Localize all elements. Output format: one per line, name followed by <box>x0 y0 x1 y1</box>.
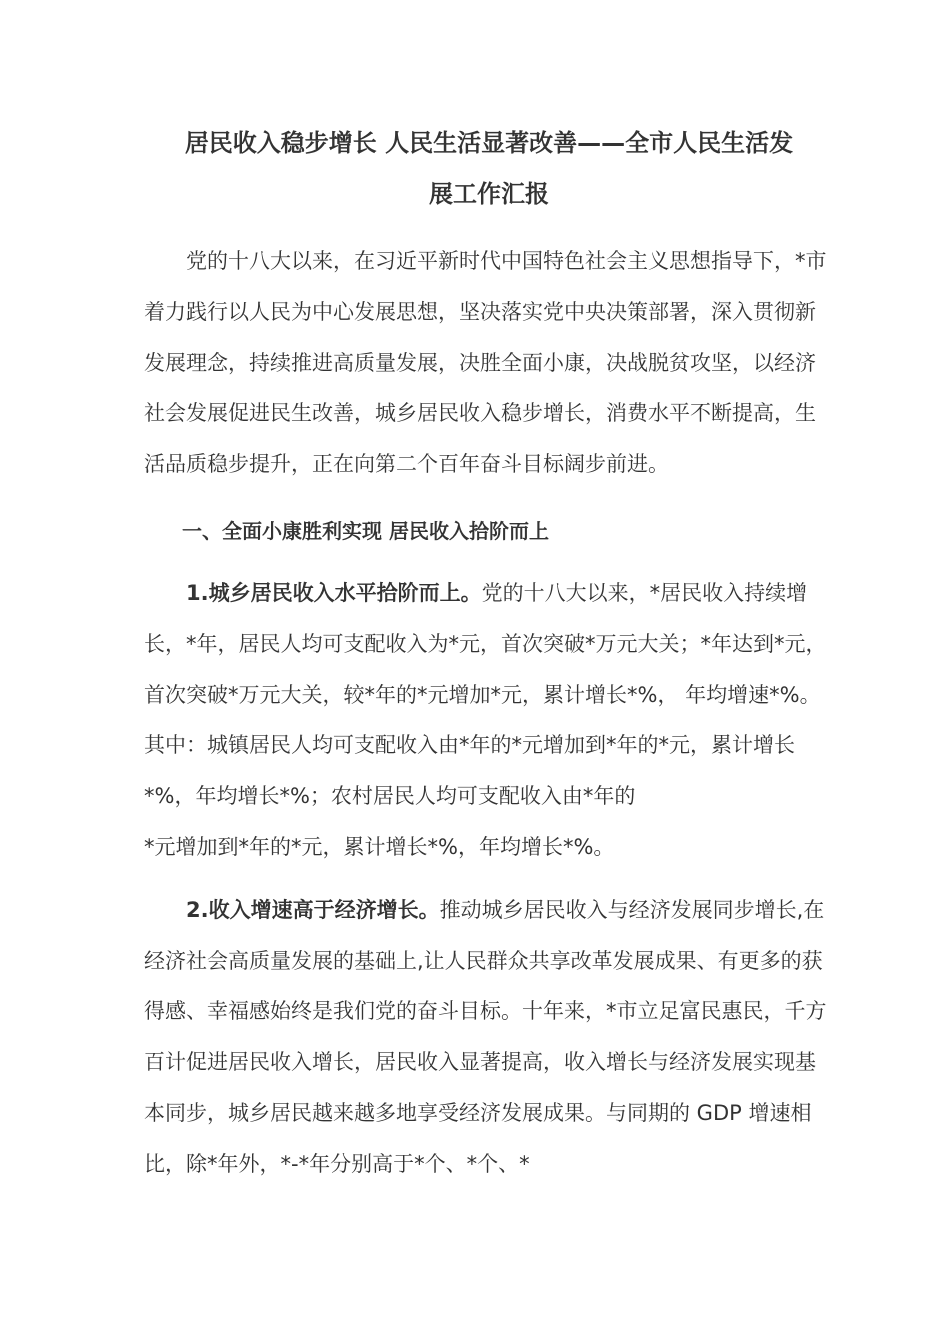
item-2-lead: 2.收入增速高于经济增长。 <box>186 897 440 922</box>
section-heading: 一、全面小康胜利实现 居民收入拾阶而上 <box>182 518 549 543</box>
document-page <box>144 118 834 1190</box>
document-title <box>144 118 834 220</box>
intro-paragraph: 党的十八大以来，在习近平新时代中国特色社会主义思想指导下，*市着力践行以人民为中心发展思想，坚决落实党中央决策部署，深入贯彻新发展理念，持续推进高质量发展，决胜全面小康，决战脱贫攻坚，以经济社会发展促进民生改善，城乡居民收入稳步增长，消费水平不断提高，生活品质稳步提升，正在向第二个百年奋斗目标阔步前进。 <box>144 249 827 477</box>
item-1-tail: *元增加到*年的*元，累计增长*%，年均增长*%。 <box>144 834 615 859</box>
item-1-body: 党的十八大以来，*居民收入持续增长，*年，居民人均可支配收入为*元，首次突破*万元大关；*年达到*元，首次突破*万元大关，较*年的*元增加*元，累计增长*%， 年均增速*%。其中：城镇居民人均可支配收入由*年的*元增加到*年的*元，累计增长*%，年均增长*%；农村居民人均可支配收入由*年的 <box>144 580 827 809</box>
title-line-2: 展工作汇报 <box>429 180 549 208</box>
item-2-body: 推动城乡居民收入与经济发展同步增长,在经济社会高质量发展的基础上,让人民群众共享改革发展成果、有更多的获得感、幸福感始终是我们党的奋斗目标。十年来，*市立足富民惠民，千方百计促进居民收入增长，居民收入显著提高，收入增长与经济发展实现基本同步，城乡居民越来越多地享受经济发展成果。与同期的 GDP 增速相比，除*年外，*-*年分别高于*个、*个、* <box>144 897 827 1176</box>
item-2-paragraph <box>144 885 834 1190</box>
title-line-1: 居民收入稳步增长 人民生活显著改善——全市人民生活发 <box>184 129 794 157</box>
item-1-paragraph <box>144 568 834 822</box>
item-1-lead: 1.城乡居民收入水平拾阶而上。 <box>186 580 482 605</box>
